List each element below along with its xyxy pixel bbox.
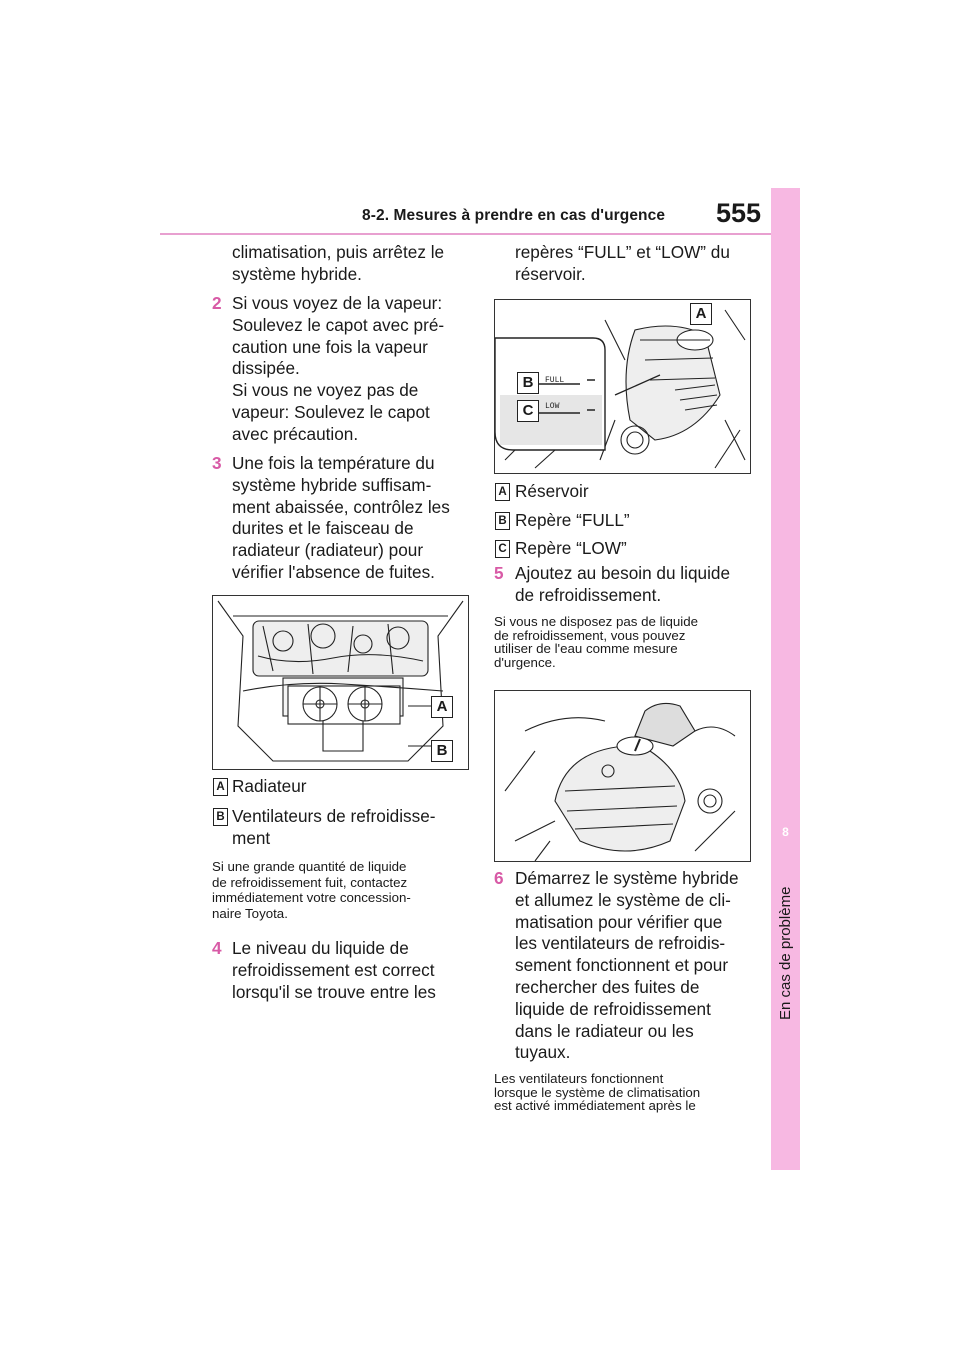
note-line: de refroidissement fuit, contactez (212, 874, 408, 890)
step-line: réservoir. (515, 263, 586, 284)
step-line: lorsqu'il se trouve entre les (232, 981, 436, 1002)
step-line: radiateur (radiateur) pour (232, 540, 424, 561)
step-6-text (515, 868, 739, 1064)
step-6 (494, 868, 504, 890)
step-line: dans le radiateur ou les (515, 1020, 694, 1041)
filling-coolant-drawing (495, 691, 750, 861)
legend-badge-a: A (213, 778, 228, 796)
step-5-text (515, 563, 730, 607)
step-line: vapeur: Soulevez le capot (232, 401, 430, 422)
step-line: liquide de refroidissement (515, 998, 711, 1019)
intro-text (232, 242, 444, 286)
section-title: 8-2. Mesures à prendre en cas d'urgence (362, 207, 666, 224)
legend-line: ment (232, 827, 271, 848)
legend-badge-a: A (495, 483, 510, 501)
legend-line: Ventilateurs de refroidisse- (232, 806, 436, 826)
header-divider (160, 233, 772, 235)
step-2 (212, 293, 222, 315)
step-line: et allumez le système de cli- (515, 889, 731, 910)
step-line: système hybride suffisam- (232, 474, 432, 495)
step-line: refroidissement est correct (232, 959, 435, 980)
step-line: sement fonctionnent et pour (515, 955, 729, 976)
filling-coolant-illustration (494, 690, 751, 862)
note-line: de refroidissement, vous pouvez (494, 627, 686, 643)
legend-text-low: Repère “LOW” (515, 538, 627, 558)
note-line: Les ventilateurs fonctionnent (494, 1071, 664, 1086)
chapter-title: En cas de problème (777, 886, 794, 1020)
step-number: 3 (212, 453, 222, 473)
step-line: Une fois la température du (232, 453, 435, 473)
step-line: avec précaution. (232, 423, 359, 444)
page-number: 555 (716, 198, 762, 228)
legend-text-radiateur: Radiateur (232, 776, 307, 796)
step-line: dissipée. (232, 358, 300, 379)
legend-text-reservoir: Réservoir (515, 481, 589, 501)
step-3-text (232, 453, 450, 584)
figure-label-b: B (431, 740, 453, 762)
step-5 (494, 563, 504, 585)
note-line: immédiatement votre concession- (212, 890, 411, 906)
step-line: Ajoutez au besoin du liquide (515, 563, 731, 583)
step-4-continued (515, 242, 730, 286)
note-line: lorsque le système de climatisation (494, 1084, 701, 1100)
figure-label-a: A (431, 696, 453, 718)
step-line: Si vous voyez de la vapeur: (232, 293, 443, 313)
chapter-side-tab (771, 188, 800, 1170)
reservoir-illustration (494, 299, 751, 474)
note-line: Si vous ne disposez pas de liquide (494, 614, 699, 629)
step-number: 6 (494, 868, 504, 888)
step-line: caution une fois la vapeur (232, 336, 428, 357)
figure-label-c: C (517, 400, 539, 422)
intro-line: système hybride. (232, 263, 362, 284)
intro-line: climatisation, puis arrêtez le (232, 242, 445, 262)
full-mark-text: FULL (545, 376, 565, 385)
legend-text-ventilateurs (232, 806, 436, 850)
note-line: utiliser de l'eau comme mesure (494, 641, 678, 656)
note-line: Si une grande quantité de liquide (212, 859, 407, 874)
step-line: repères “FULL” et “LOW” du (515, 242, 730, 262)
low-mark-text: LOW (545, 402, 560, 411)
legend-badge-c: C (495, 540, 510, 558)
note-line: naire Toyota. (212, 905, 288, 921)
legend-badge-b: B (495, 512, 510, 530)
step-line: Soulevez le capot avec pré- (232, 314, 445, 335)
legend-badge-b: B (213, 808, 228, 826)
step-line: Si vous ne voyez pas de (232, 380, 419, 401)
step-line: Le niveau du liquide de (232, 938, 409, 958)
step-line: matisation pour vérifier que (515, 911, 723, 932)
step-line: ment abaissée, contrôlez les (232, 496, 450, 517)
step-number: 5 (494, 563, 504, 583)
step-number: 4 (212, 938, 222, 958)
note-line: est activé immédiatement après le (494, 1098, 696, 1113)
figure-label-b: B (517, 372, 539, 394)
step-line: de refroidissement. (515, 584, 662, 605)
step-4 (212, 938, 222, 960)
step-number: 2 (212, 293, 222, 313)
step-line: tuyaux. (515, 1042, 571, 1063)
step-line: durites et le faisceau de (232, 518, 414, 539)
step-3 (212, 453, 222, 475)
step-2-text (232, 293, 444, 446)
engine-bay-illustration (212, 595, 469, 770)
note-leak (212, 859, 411, 921)
step-4-text (232, 938, 436, 1003)
figure-label-a: A (690, 303, 712, 325)
chapter-number: 8 (782, 825, 789, 839)
step-line: vérifier l'absence de fuites. (232, 561, 435, 582)
step-line: Démarrez le système hybride (515, 868, 739, 888)
step-line: les ventilateurs de refroidis- (515, 933, 726, 954)
legend-text-full: Repère “FULL” (515, 510, 630, 530)
note-line: d'urgence. (494, 654, 556, 670)
engine-bay-drawing (213, 596, 468, 769)
note-fans (494, 1072, 700, 1113)
note-water (494, 615, 698, 669)
step-line: rechercher des fuites de (515, 976, 700, 997)
